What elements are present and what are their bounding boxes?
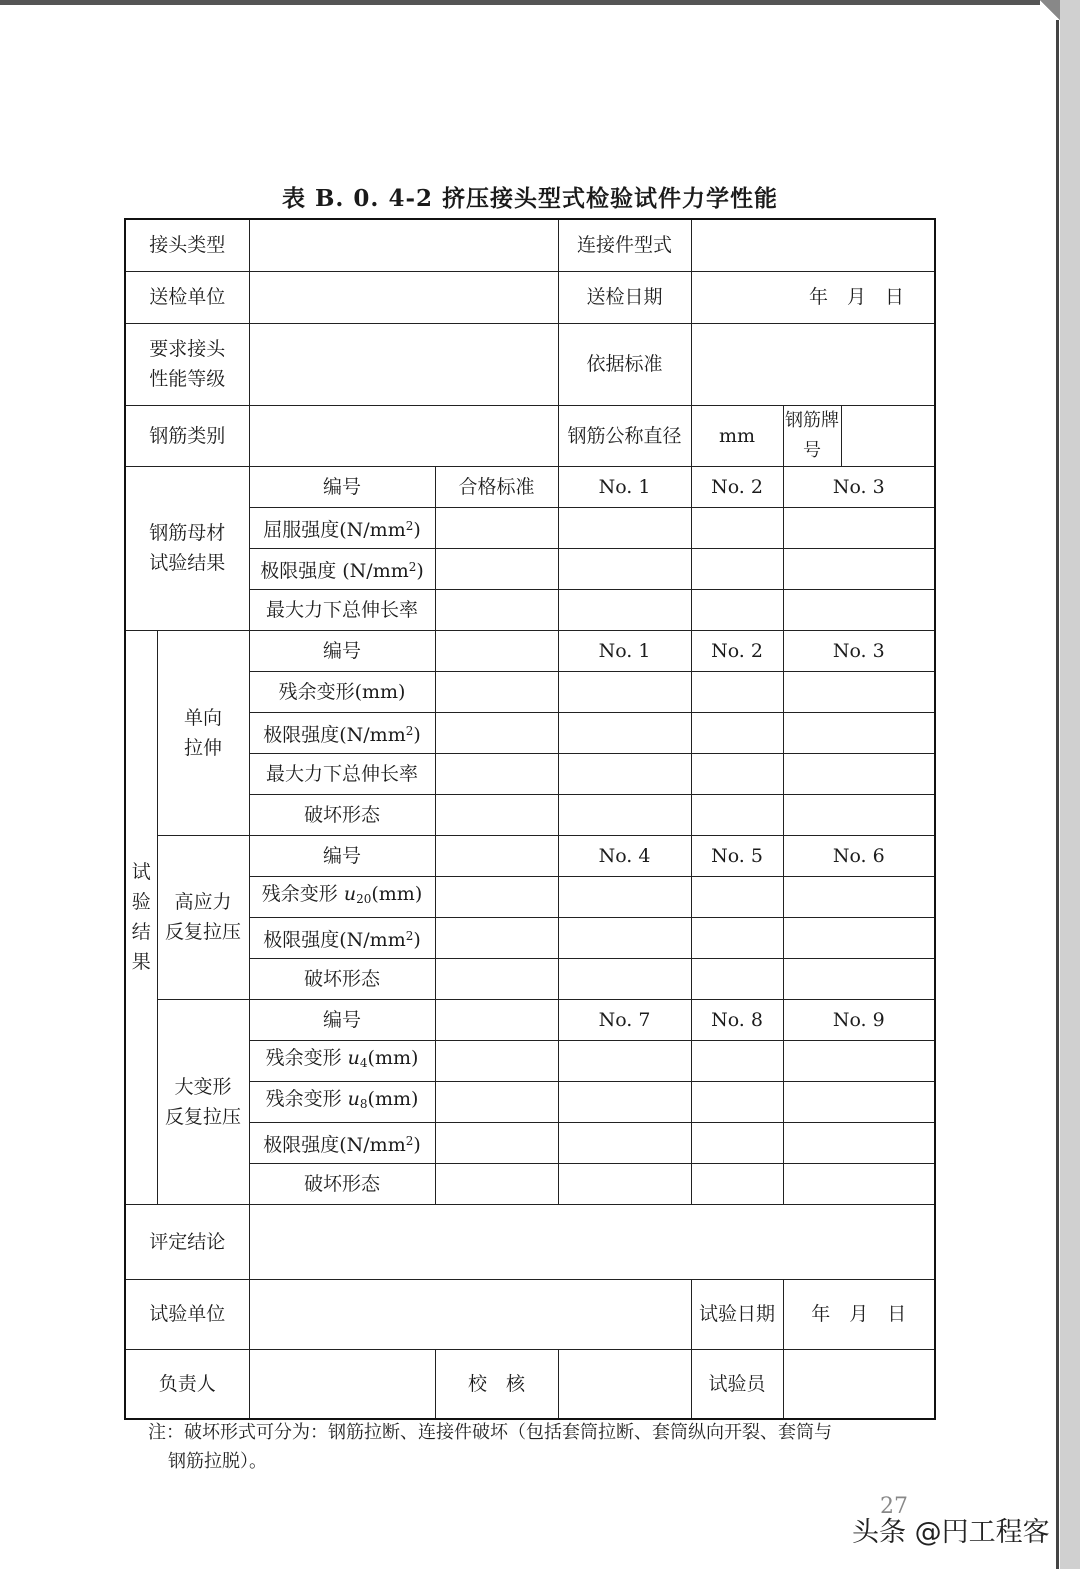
ld-u4-sub: 4 bbox=[359, 1056, 368, 1070]
label-grade bbox=[125, 323, 249, 405]
row-conclusion bbox=[125, 1204, 935, 1279]
table-title: 表 B. 0. 4-2 挤压接头型式检验试件力学性能 bbox=[281, 185, 779, 212]
scan-edge-top bbox=[0, 0, 1080, 5]
cell-uni-elongation-2[interactable] bbox=[691, 753, 783, 794]
ld-u4-u: u bbox=[347, 1047, 360, 1069]
cell-ld-failure-7[interactable] bbox=[558, 1163, 691, 1204]
value-test-unit[interactable] bbox=[249, 1279, 691, 1349]
cell-hs-failure-5[interactable] bbox=[691, 958, 783, 999]
cell-ld-u8-std[interactable] bbox=[435, 1081, 558, 1122]
label-conclusion: 评定结论 bbox=[125, 1204, 249, 1279]
cell-uni-residual-2[interactable] bbox=[691, 671, 783, 712]
cell-hs-failure-6[interactable] bbox=[783, 958, 935, 999]
label-uni-ultimate bbox=[249, 712, 435, 753]
label-ld-residual-u4 bbox=[249, 1040, 435, 1081]
ld-ultimate-sup: 2 bbox=[405, 1133, 414, 1148]
cell-yield-1[interactable] bbox=[558, 507, 691, 548]
cell-uni-residual-3[interactable] bbox=[783, 671, 935, 712]
hs-ultimate-close: ) bbox=[413, 928, 421, 951]
label-ultimate-strength bbox=[249, 548, 435, 589]
cell-ultimate-2[interactable] bbox=[691, 548, 783, 589]
uni-ultimate-text: 极限强度(N/mm bbox=[263, 723, 406, 746]
parent-specimen-2: No. 2 bbox=[691, 466, 783, 507]
ld-u4-post: (mm) bbox=[367, 1047, 419, 1069]
cell-uni-elongation-3[interactable] bbox=[783, 753, 935, 794]
value-reviewer[interactable] bbox=[558, 1349, 691, 1419]
cell-ld-ultimate-7[interactable] bbox=[558, 1122, 691, 1163]
page-corner bbox=[1040, 0, 1060, 20]
row-ld-header bbox=[125, 999, 935, 1040]
test-form-table bbox=[124, 218, 936, 1420]
results-char-2: 验 bbox=[131, 891, 151, 913]
ultimate-text: 极限强度 (N/mm bbox=[260, 559, 409, 582]
hs-residual-post: (mm) bbox=[371, 883, 423, 905]
parent-specimen-1: No. 1 bbox=[558, 466, 691, 507]
uni-specimen-3: No. 3 bbox=[783, 630, 935, 671]
label-parent-group bbox=[125, 466, 249, 630]
ld-specimen-8: No. 8 bbox=[691, 999, 783, 1040]
cell-ld-u8-8[interactable] bbox=[691, 1081, 783, 1122]
uni-ultimate-close: ) bbox=[413, 723, 421, 746]
cell-hs-residual-5[interactable] bbox=[691, 876, 783, 917]
value-connector-model[interactable] bbox=[691, 219, 935, 271]
ld-u4-pre: 残余变形 bbox=[265, 1047, 348, 1069]
cell-ld-ultimate-std[interactable] bbox=[435, 1122, 558, 1163]
label-parent-line1: 钢筋母材 bbox=[149, 522, 226, 544]
label-uni-failure: 破坏形态 bbox=[249, 794, 435, 835]
ld-ultimate-close: ) bbox=[413, 1133, 421, 1156]
label-test-date: 试验日期 bbox=[691, 1279, 783, 1349]
label-standard: 依据标准 bbox=[558, 323, 691, 405]
ld-u8-u: u bbox=[347, 1088, 360, 1110]
cell-hs-ultimate-6[interactable] bbox=[783, 917, 935, 958]
cell-ld-u8-7[interactable] bbox=[558, 1081, 691, 1122]
label-hs-failure: 破坏形态 bbox=[249, 958, 435, 999]
cell-uni-residual-1[interactable] bbox=[558, 671, 691, 712]
value-rebar-brand[interactable] bbox=[841, 405, 935, 466]
cell-uni-failure-3[interactable] bbox=[783, 794, 935, 835]
uni-specimen-2: No. 2 bbox=[691, 630, 783, 671]
row-joint-type bbox=[125, 219, 935, 271]
label-uniaxial bbox=[157, 630, 249, 835]
cell-yield-3[interactable] bbox=[783, 507, 935, 548]
label-submit-date: 送检日期 bbox=[558, 271, 691, 323]
label-responsible: 负责人 bbox=[125, 1349, 249, 1419]
label-parent-line2: 试验结果 bbox=[149, 552, 226, 574]
cell-hs-std bbox=[435, 835, 558, 876]
row-parent-header bbox=[125, 466, 935, 507]
cell-ld-ultimate-9[interactable] bbox=[783, 1122, 935, 1163]
parent-specimen-3: No. 3 bbox=[783, 466, 935, 507]
row-rebar bbox=[125, 405, 935, 466]
label-uni-residual: 残余变形(mm) bbox=[249, 671, 435, 712]
hs-residual-pre: 残余变形 bbox=[261, 883, 344, 905]
cell-hs-failure-std[interactable] bbox=[435, 958, 558, 999]
page-number: 27 bbox=[880, 1494, 908, 1519]
row-test-unit bbox=[125, 1279, 935, 1349]
label-uni-elongation: 最大力下总伸长率 bbox=[249, 753, 435, 794]
scan-edge-right bbox=[1060, 0, 1080, 1569]
footnote bbox=[148, 1418, 948, 1476]
label-uniaxial-line1: 单向 bbox=[184, 706, 223, 729]
yield-sup: 2 bbox=[405, 518, 414, 533]
label-high-stress bbox=[157, 835, 249, 999]
label-uni-no: 编号 bbox=[249, 630, 435, 671]
label-ld-ultimate bbox=[249, 1122, 435, 1163]
label-reviewer: 校 核 bbox=[435, 1349, 558, 1419]
results-char-3: 结 bbox=[131, 921, 151, 943]
label-large-def bbox=[157, 999, 249, 1204]
cell-uni-failure-std[interactable] bbox=[435, 794, 558, 835]
cell-ld-u4-8[interactable] bbox=[691, 1040, 783, 1081]
cell-uni-ultimate-1[interactable] bbox=[558, 712, 691, 753]
label-tester: 试验员 bbox=[691, 1349, 783, 1419]
cell-hs-ultimate-5[interactable] bbox=[691, 917, 783, 958]
label-connector-model: 连接件型式 bbox=[558, 219, 691, 271]
row-submitter bbox=[125, 271, 935, 323]
label-hs-ultimate bbox=[249, 917, 435, 958]
ultimate-sup: 2 bbox=[408, 559, 417, 574]
row-hs-header bbox=[125, 835, 935, 876]
cell-ld-std bbox=[435, 999, 558, 1040]
uni-ultimate-sup: 2 bbox=[405, 723, 414, 738]
cell-ld-u4-9[interactable] bbox=[783, 1040, 935, 1081]
label-grade-line1: 要求接头 bbox=[149, 338, 226, 360]
value-test-date[interactable]: 年 月 日 bbox=[783, 1279, 935, 1349]
value-rebar-diameter-unit[interactable]: mm bbox=[691, 405, 783, 466]
footnote-line1: 注：破坏形式可分为：钢筋拉断、连接件破坏（包括套筒拉断、套筒纵向开裂、套筒与 bbox=[148, 1422, 832, 1443]
label-hs-line2: 反复拉压 bbox=[165, 921, 242, 943]
cell-ultimate-3[interactable] bbox=[783, 548, 935, 589]
label-hs-no: 编号 bbox=[249, 835, 435, 876]
label-joint-type: 接头类型 bbox=[125, 219, 249, 271]
cell-uni-ultimate-2[interactable] bbox=[691, 712, 783, 753]
cell-uni-ultimate-3[interactable] bbox=[783, 712, 935, 753]
hs-ultimate-sup: 2 bbox=[405, 928, 414, 943]
cell-ultimate-std[interactable] bbox=[435, 548, 558, 589]
cell-elongation-1[interactable] bbox=[558, 589, 691, 630]
cell-uni-residual-std[interactable] bbox=[435, 671, 558, 712]
value-tester[interactable] bbox=[783, 1349, 935, 1419]
ld-u8-post: (mm) bbox=[367, 1088, 419, 1110]
cell-hs-ultimate-std[interactable] bbox=[435, 917, 558, 958]
ld-specimen-9: No. 9 bbox=[783, 999, 935, 1040]
cell-ld-ultimate-8[interactable] bbox=[691, 1122, 783, 1163]
ld-specimen-7: No. 7 bbox=[558, 999, 691, 1040]
value-joint-type[interactable] bbox=[249, 219, 558, 271]
label-rebar-type: 钢筋类别 bbox=[125, 405, 249, 466]
cell-uni-failure-1[interactable] bbox=[558, 794, 691, 835]
label-uniaxial-line2: 拉伸 bbox=[184, 736, 223, 759]
value-conclusion[interactable] bbox=[249, 1204, 935, 1279]
label-grade-line2: 性能等级 bbox=[149, 368, 226, 390]
cell-elongation-std[interactable] bbox=[435, 589, 558, 630]
label-rebar-diameter: 钢筋公称直径 bbox=[558, 405, 691, 466]
cell-uni-std bbox=[435, 630, 558, 671]
yield-close: ) bbox=[413, 518, 421, 541]
value-rebar-type[interactable] bbox=[249, 405, 558, 466]
value-grade[interactable] bbox=[249, 323, 558, 405]
cell-hs-failure-4[interactable] bbox=[558, 958, 691, 999]
watermark: 头条 @円工程客 bbox=[852, 1517, 1050, 1548]
hs-specimen-4: No. 4 bbox=[558, 835, 691, 876]
cell-ld-u4-std[interactable] bbox=[435, 1040, 558, 1081]
cell-elongation-3[interactable] bbox=[783, 589, 935, 630]
cell-yield-2[interactable] bbox=[691, 507, 783, 548]
ultimate-close: ) bbox=[416, 559, 424, 582]
cell-yield-std[interactable] bbox=[435, 507, 558, 548]
value-responsible[interactable] bbox=[249, 1349, 435, 1419]
label-hs-line1: 高应力 bbox=[174, 891, 232, 913]
label-ld-line1: 大变形 bbox=[174, 1075, 232, 1098]
label-hs-residual bbox=[249, 876, 435, 917]
cell-hs-residual-std[interactable] bbox=[435, 876, 558, 917]
cell-uni-elongation-std[interactable] bbox=[435, 753, 558, 794]
label-test-unit: 试验单位 bbox=[125, 1279, 249, 1349]
label-ld-failure: 破坏形态 bbox=[249, 1163, 435, 1204]
results-char-1: 试 bbox=[131, 861, 151, 883]
label-yield-strength bbox=[249, 507, 435, 548]
hs-ultimate-text: 极限强度(N/mm bbox=[263, 928, 406, 951]
hs-residual-sub: 20 bbox=[356, 892, 372, 906]
row-uni-header bbox=[125, 630, 935, 671]
row-grade bbox=[125, 323, 935, 405]
value-standard[interactable] bbox=[691, 323, 935, 405]
cell-hs-residual-6[interactable] bbox=[783, 876, 935, 917]
ld-u8-sub: 8 bbox=[359, 1097, 368, 1111]
cell-ultimate-1[interactable] bbox=[558, 548, 691, 589]
label-results-group bbox=[125, 630, 157, 1204]
label-ld-no: 编号 bbox=[249, 999, 435, 1040]
label-parent-no: 编号 bbox=[249, 466, 435, 507]
label-submitter: 送检单位 bbox=[125, 271, 249, 323]
label-ld-residual-u8 bbox=[249, 1081, 435, 1122]
label-ld-line2: 反复拉压 bbox=[165, 1105, 242, 1128]
cell-ld-failure-9[interactable] bbox=[783, 1163, 935, 1204]
cell-elongation-2[interactable] bbox=[691, 589, 783, 630]
cell-uni-failure-2[interactable] bbox=[691, 794, 783, 835]
cell-ld-u8-9[interactable] bbox=[783, 1081, 935, 1122]
cell-uni-ultimate-std[interactable] bbox=[435, 712, 558, 753]
footnote-line2: 钢筋拉脱）。 bbox=[168, 1451, 267, 1472]
uni-specimen-1: No. 1 bbox=[558, 630, 691, 671]
label-qualified-std: 合格标准 bbox=[435, 466, 558, 507]
cell-ld-u4-7[interactable] bbox=[558, 1040, 691, 1081]
label-elongation: 最大力下总伸长率 bbox=[249, 589, 435, 630]
value-submit-date[interactable]: 年 月 日 bbox=[691, 271, 935, 323]
hs-specimen-5: No. 5 bbox=[691, 835, 783, 876]
cell-hs-residual-4[interactable] bbox=[558, 876, 691, 917]
ld-u8-pre: 残余变形 bbox=[265, 1088, 348, 1110]
hs-residual-u: u bbox=[343, 883, 357, 905]
row-signatures bbox=[125, 1349, 935, 1419]
cell-ld-failure-std[interactable] bbox=[435, 1163, 558, 1204]
hs-specimen-6: No. 6 bbox=[783, 835, 935, 876]
ld-ultimate-text: 极限强度(N/mm bbox=[263, 1133, 406, 1156]
value-submitter[interactable] bbox=[249, 271, 558, 323]
cell-ld-failure-8[interactable] bbox=[691, 1163, 783, 1204]
yield-text: 屈服强度(N/mm bbox=[263, 518, 406, 541]
label-rebar-brand: 钢筋牌号 bbox=[783, 405, 841, 466]
cell-uni-elongation-1[interactable] bbox=[558, 753, 691, 794]
results-char-4: 果 bbox=[131, 951, 151, 973]
cell-hs-ultimate-4[interactable] bbox=[558, 917, 691, 958]
scan-edge-line bbox=[1056, 0, 1059, 1569]
